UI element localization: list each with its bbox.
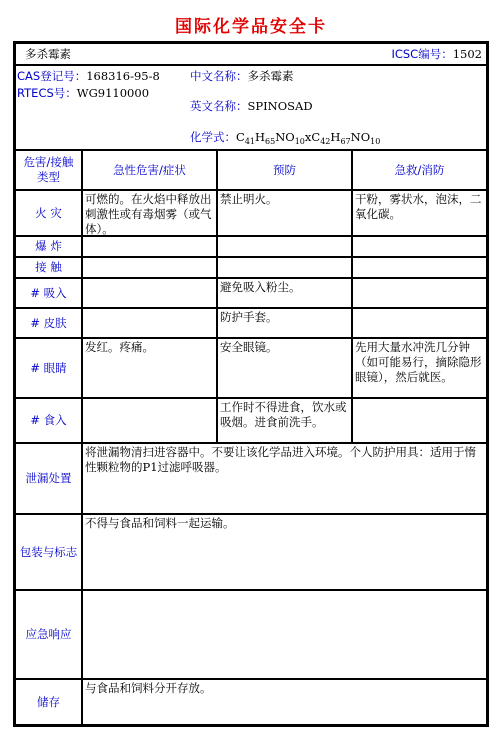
explosion-first-aid (352, 236, 487, 257)
page-title: 国际化学品安全卡 (175, 17, 327, 37)
formula-part: H (255, 130, 266, 144)
row-label-fire: 火 灾 (15, 190, 82, 236)
fire-prevention: 禁止明火。 (217, 190, 352, 236)
row-label-eyes: # 眼睛 (15, 338, 82, 398)
icsc-number (391, 47, 482, 62)
cn-name-value: 多杀霉素 (247, 69, 294, 83)
storage-text: 与食品和饲料分开存放。 (82, 679, 487, 725)
ingestion-prevention: 工作时不得进食，饮水或吸烟。进食前洗手。 (217, 398, 352, 443)
formula-subscript: 41 (244, 137, 255, 146)
identification-block (15, 65, 487, 150)
formula-part: NO (350, 130, 371, 144)
row-label-explosion: 爆 炸 (15, 236, 82, 257)
en-name-value: SPINOSAD (247, 99, 313, 113)
contact-hazard (82, 257, 217, 278)
row-label-ingestion: # 食入 (15, 398, 82, 443)
english-name (190, 99, 313, 114)
formula-part: NO (275, 130, 295, 144)
fire-hazard: 可燃的。在火焰中释放出刺激性或有毒烟雾（或气体）。 (82, 190, 217, 236)
inhalation-prevention: 避免吸入粉尘。 (217, 278, 352, 308)
inhalation-first-aid (352, 278, 487, 308)
skin-first-aid (352, 308, 487, 338)
rtecs-number (17, 86, 149, 101)
formula-label: 化学式： (190, 130, 236, 144)
formula-subscript: 10 (370, 137, 381, 146)
ingestion-first-aid (352, 398, 487, 443)
contact-first-aid (352, 257, 487, 278)
icsc-label: ICSC编号： (391, 47, 453, 61)
section-label-packaging: 包装与标志 (15, 514, 82, 590)
skin-prevention: 防护手套。 (217, 308, 352, 338)
eyes-first-aid: 先用大量水冲洗几分钟（如可能易行，摘除隐形眼镜），然后就医。 (352, 338, 487, 398)
fire-first-aid: 干粉，雾状水，泡沫，二氧化碳。 (352, 190, 487, 236)
col-header-hazard: 急性危害/症状 (82, 150, 217, 190)
col-header-type: 危害/接触类型 (15, 150, 82, 190)
formula-subscript: 42 (320, 137, 331, 146)
chemical-name: 多杀霉素 (25, 47, 71, 61)
contact-prevention (217, 257, 352, 278)
formula-part: H (330, 130, 341, 144)
inhalation-hazard (82, 278, 217, 308)
formula-subscript: 67 (340, 137, 351, 146)
spill-text: 将泄漏物清扫进容器中。不要让该化学品进入环境。个人防护用具：适用于惰性颗粒物的P1过滤呼吸器。 (82, 443, 487, 514)
cas-label: CAS登记号： (17, 69, 87, 83)
formula-subscript: 65 (265, 137, 276, 146)
eyes-prevention: 安全眼镜。 (217, 338, 352, 398)
skin-hazard (82, 308, 217, 338)
row-label-contact: 接 触 (15, 257, 82, 278)
formula-part: x (304, 130, 312, 144)
cas-value: 168316-95-8 (86, 69, 160, 83)
chinese-name (190, 69, 294, 84)
header-row (15, 43, 487, 65)
icsc-value: 1502 (452, 47, 482, 61)
en-name-label: 英文名称： (190, 99, 248, 113)
section-label-storage: 储存 (15, 679, 82, 725)
col-header-first-aid: 急救/消防 (352, 150, 487, 190)
chemical-formula (190, 130, 380, 145)
rtecs-value: WG9110000 (76, 86, 150, 100)
row-label-inhalation: # 吸入 (15, 278, 82, 308)
section-label-spill: 泄漏处置 (15, 443, 82, 514)
rtecs-label: RTECS号： (17, 86, 77, 100)
ingestion-hazard (82, 398, 217, 443)
cn-name-label: 中文名称： (190, 69, 248, 83)
eyes-hazard: 发红。疼痛。 (82, 338, 217, 398)
row-label-skin: # 皮肤 (15, 308, 82, 338)
emergency-text (82, 590, 487, 679)
packaging-text: 不得与食品和饲料一起运输。 (82, 514, 487, 590)
formula-part: C (236, 130, 245, 144)
formula-part: C (311, 130, 321, 144)
section-label-emergency: 应急响应 (15, 590, 82, 679)
col-header-prevention: 预防 (217, 150, 352, 190)
explosion-prevention (217, 236, 352, 257)
formula-subscript: 10 (294, 137, 305, 146)
explosion-hazard (82, 236, 217, 257)
cas-number (17, 69, 160, 84)
